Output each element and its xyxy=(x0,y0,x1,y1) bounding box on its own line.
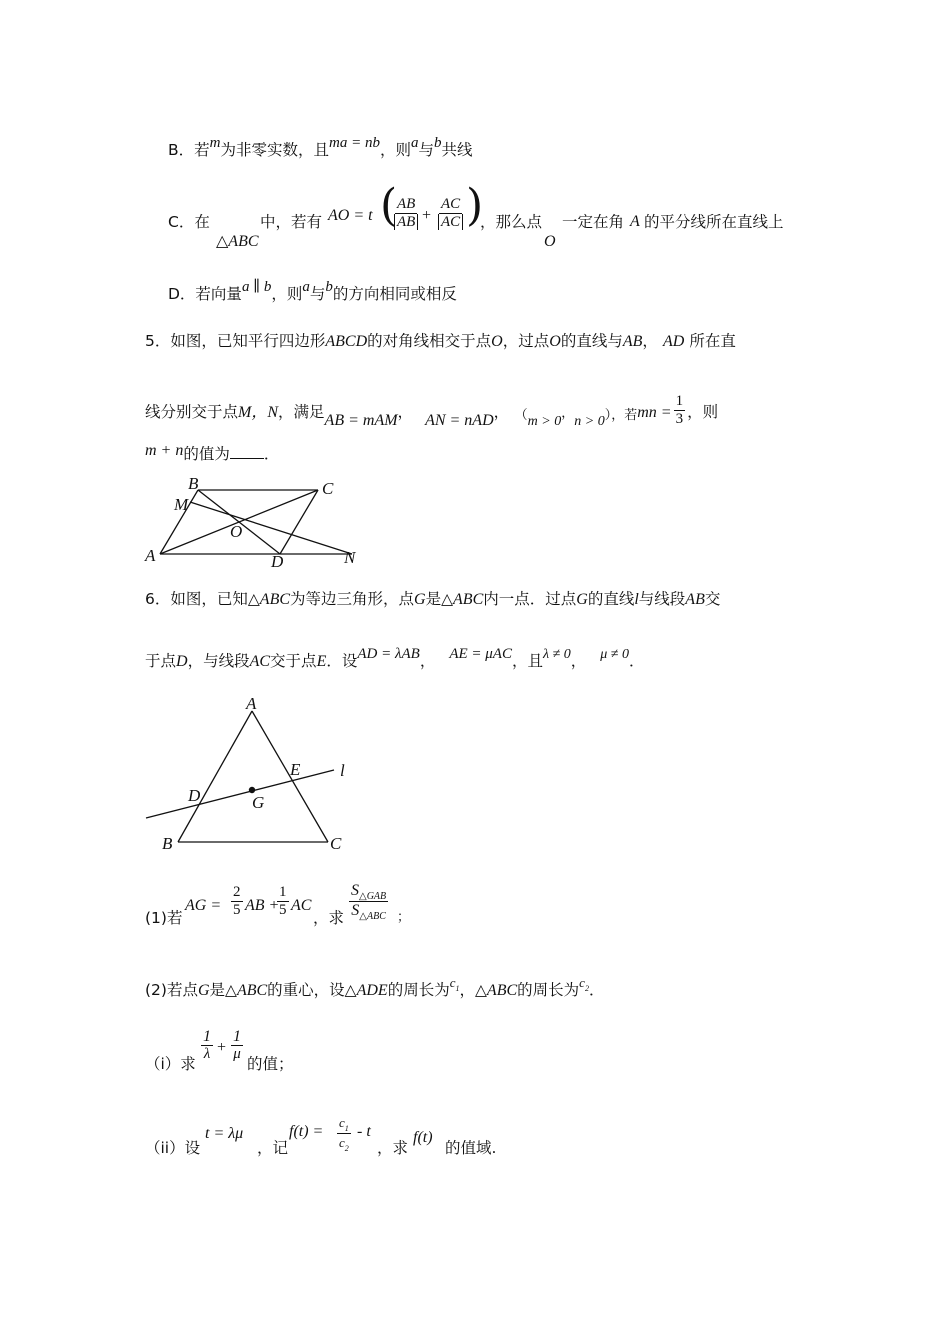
text: 是△ xyxy=(209,981,237,999)
numerator: AB xyxy=(397,196,416,212)
equation: mn = xyxy=(637,404,672,421)
text: 为等边三角形，点 xyxy=(290,590,415,608)
point-g: G xyxy=(414,591,426,608)
label-n: N xyxy=(344,548,356,567)
equation: AG = xyxy=(185,897,222,914)
label-a: A xyxy=(145,546,156,565)
abc: ABC xyxy=(236,982,268,999)
condition: m > 0 xyxy=(527,414,562,429)
fraction-area-ratio xyxy=(349,882,388,921)
text: 的值； xyxy=(247,1055,294,1073)
equation: AB = mAM xyxy=(324,412,398,429)
fraction-2-5 xyxy=(231,884,243,919)
text: 2 xyxy=(584,984,589,993)
text: ，且 xyxy=(511,652,543,670)
equation: AD = λAB xyxy=(357,646,420,662)
text: 的周长为 xyxy=(387,981,450,999)
label-b: B xyxy=(162,834,173,853)
text: 交于点 xyxy=(270,652,317,670)
label-b: B xyxy=(188,476,199,493)
label-o: O xyxy=(230,522,243,541)
text: ．设 xyxy=(326,652,358,670)
var-a: a xyxy=(410,135,419,151)
denominator: AB xyxy=(394,214,418,230)
option-d-label: D．若向量 xyxy=(168,285,242,303)
condition: n > 0 xyxy=(574,414,605,429)
vector-ao: AO = t xyxy=(328,207,373,224)
text: S xyxy=(351,902,360,919)
var-m: m xyxy=(209,135,221,151)
text: c xyxy=(579,975,585,990)
label-d: D xyxy=(271,552,284,570)
text: 共线 xyxy=(441,141,473,159)
condition: μ ≠ 0 xyxy=(600,647,629,662)
point-d: D xyxy=(176,653,188,670)
text: S xyxy=(351,882,359,899)
parallelogram-figure xyxy=(140,476,370,570)
text: 与 xyxy=(309,285,326,303)
abcd: ABCD xyxy=(325,333,368,350)
text: 的方向相同或相反 xyxy=(332,285,457,303)
text: 1 xyxy=(455,984,460,993)
text: ），若 xyxy=(604,408,638,423)
equation: AE = μAC xyxy=(449,646,512,662)
var-b: b xyxy=(325,279,333,295)
text: （i）求 xyxy=(145,1055,196,1073)
text: ，则 xyxy=(379,141,411,159)
text: c xyxy=(339,1135,345,1150)
numerator: 1 xyxy=(675,393,684,409)
denominator: AC xyxy=(438,214,463,230)
option-c-label: C．在 xyxy=(168,213,210,231)
var-a: a xyxy=(302,279,310,295)
denominator: 5 xyxy=(233,902,241,918)
answer-blank[interactable] xyxy=(230,444,264,459)
q6-line1 xyxy=(145,589,720,610)
text: （ xyxy=(521,408,528,423)
text: 的周长为 xyxy=(517,981,580,999)
text: ． xyxy=(628,652,645,670)
text: 与线段 xyxy=(638,590,686,608)
fraction-1-lambda xyxy=(201,1028,213,1063)
label-e: E xyxy=(290,760,301,779)
option-b xyxy=(168,135,473,161)
text: 的直线 xyxy=(587,590,635,608)
triangle-figure xyxy=(140,692,370,856)
text: 的对角线相交于点 xyxy=(367,332,492,350)
function: f(t) = xyxy=(289,1123,324,1140)
fraction-ab xyxy=(392,196,420,231)
line-l: l xyxy=(634,591,639,608)
text: 所在直 xyxy=(689,332,736,350)
side-cd xyxy=(280,490,318,554)
ad: AD xyxy=(662,333,685,350)
text: ，满足 xyxy=(278,403,325,421)
ac: AC xyxy=(291,897,312,914)
label-c: C xyxy=(330,834,342,853)
option-b-label: B．若 xyxy=(168,141,210,159)
q5-line2: 线分别交于点M，N，满足AB = mAM， AN = nAD， （m > 0，n > 0），若mn = $\frac{1}{3}$ ，则 xyxy=(145,393,719,429)
mn: M，N xyxy=(238,404,279,421)
label-a: A xyxy=(246,694,257,713)
text: ． xyxy=(588,981,605,999)
text: 5．如图，已知平行四边形 xyxy=(145,332,326,350)
numerator: 1 xyxy=(279,884,287,900)
point-o: O xyxy=(549,333,561,350)
label-d: D xyxy=(188,786,201,805)
text: 一定在角 xyxy=(562,213,625,231)
numerator: 1 xyxy=(203,1028,211,1045)
equation: AN = nAD xyxy=(425,412,494,429)
denominator: μ xyxy=(233,1046,241,1062)
fraction-1-mu xyxy=(231,1028,243,1063)
label-c: C xyxy=(322,479,334,498)
denominator: λ xyxy=(203,1046,211,1062)
text: 1 xyxy=(344,1124,349,1133)
text: ，△ xyxy=(459,981,487,999)
point-e: E xyxy=(316,653,327,670)
right-paren: ) xyxy=(466,180,484,231)
text: （ii）设 xyxy=(145,1139,201,1157)
side-ab xyxy=(178,711,252,842)
parallel: a ∥ b xyxy=(241,279,272,295)
text: 线分别交于点 xyxy=(145,403,239,421)
text: ，过点 xyxy=(502,332,550,350)
text: 为非零实数，且 xyxy=(220,141,329,159)
text: c xyxy=(339,1115,345,1130)
point-g: G xyxy=(576,591,588,608)
point-g: G xyxy=(197,982,210,999)
text: (1)若 xyxy=(145,909,183,927)
text: ，则 xyxy=(687,403,719,421)
abc: ABC xyxy=(453,591,484,608)
q6-line2: 于点D，与线段AC交于点E．设AD = λAB， AE = μAC，且λ ≠ 0， μ ≠ 0． xyxy=(145,646,645,670)
text: 于点 xyxy=(145,652,177,670)
text: 是△ xyxy=(425,590,454,608)
text: 的重心，设△ xyxy=(267,981,357,999)
text: 交 xyxy=(704,590,721,608)
numerator: AC xyxy=(441,196,461,212)
ade: ADE xyxy=(356,982,388,999)
var-b: b xyxy=(434,135,442,151)
fraction-one-third xyxy=(674,393,686,428)
label-l: l xyxy=(340,761,345,780)
triangle-abc: △ABC xyxy=(216,233,259,250)
ab: AB xyxy=(622,333,643,350)
ac: AC xyxy=(249,653,271,670)
numerator: 2 xyxy=(233,884,241,900)
text: 的平分线所在直线上 xyxy=(644,213,784,231)
q6-part2 xyxy=(145,975,605,1003)
fraction-ac xyxy=(436,196,465,231)
text: ，记 xyxy=(257,1139,289,1157)
text: c xyxy=(449,975,456,990)
point-o: O xyxy=(491,333,503,350)
text: ，与线段 xyxy=(187,652,250,670)
text: 内一点．过点 xyxy=(483,590,577,608)
text: 的值为 xyxy=(183,445,230,463)
minus-t: - t xyxy=(357,1123,371,1140)
fraction-1-5 xyxy=(277,884,289,919)
option-d xyxy=(168,279,457,305)
text: 6．如图，已知△ xyxy=(145,590,260,608)
function: f(t) xyxy=(413,1129,433,1146)
text: ， xyxy=(642,332,658,350)
condition: λ ≠ 0 xyxy=(543,647,571,662)
text: ，则 xyxy=(271,285,303,303)
equation: ma = nb xyxy=(329,135,380,151)
left-paren: ( xyxy=(380,180,398,231)
text: 的直线与 xyxy=(560,332,623,350)
abc: ABC xyxy=(259,591,291,608)
text: ，求 xyxy=(313,909,345,927)
numerator: 1 xyxy=(233,1028,241,1045)
fraction-c1-c2 xyxy=(337,1114,351,1153)
line-l xyxy=(146,770,334,818)
q5-line3 xyxy=(145,444,279,465)
text: ，求 xyxy=(377,1139,409,1157)
text: 2 xyxy=(344,1144,349,1153)
point-o: O xyxy=(544,233,556,250)
denominator: 3 xyxy=(675,411,684,427)
text: 的值域. xyxy=(445,1139,497,1157)
text: ． xyxy=(263,445,280,463)
equation: t = λμ xyxy=(205,1125,244,1142)
abc: ABC xyxy=(486,982,518,999)
text: (2)若点 xyxy=(145,981,198,999)
plus: + xyxy=(217,1039,227,1056)
denominator: 5 xyxy=(279,902,287,918)
text: ，那么点 xyxy=(480,213,543,231)
label-m: M xyxy=(174,495,189,514)
text: 与 xyxy=(418,141,434,159)
text: △ABC xyxy=(359,911,386,922)
equation: AB + xyxy=(245,897,280,914)
text: ； xyxy=(397,910,411,925)
text: △GAB xyxy=(359,891,387,902)
angle-a: A xyxy=(630,213,640,230)
q5-line1 xyxy=(145,331,736,352)
sum: m + n xyxy=(145,442,184,459)
ab: AB xyxy=(685,591,705,608)
label-g: G xyxy=(252,793,265,812)
plus: + xyxy=(422,207,432,224)
text: 中，若有 xyxy=(260,213,323,231)
